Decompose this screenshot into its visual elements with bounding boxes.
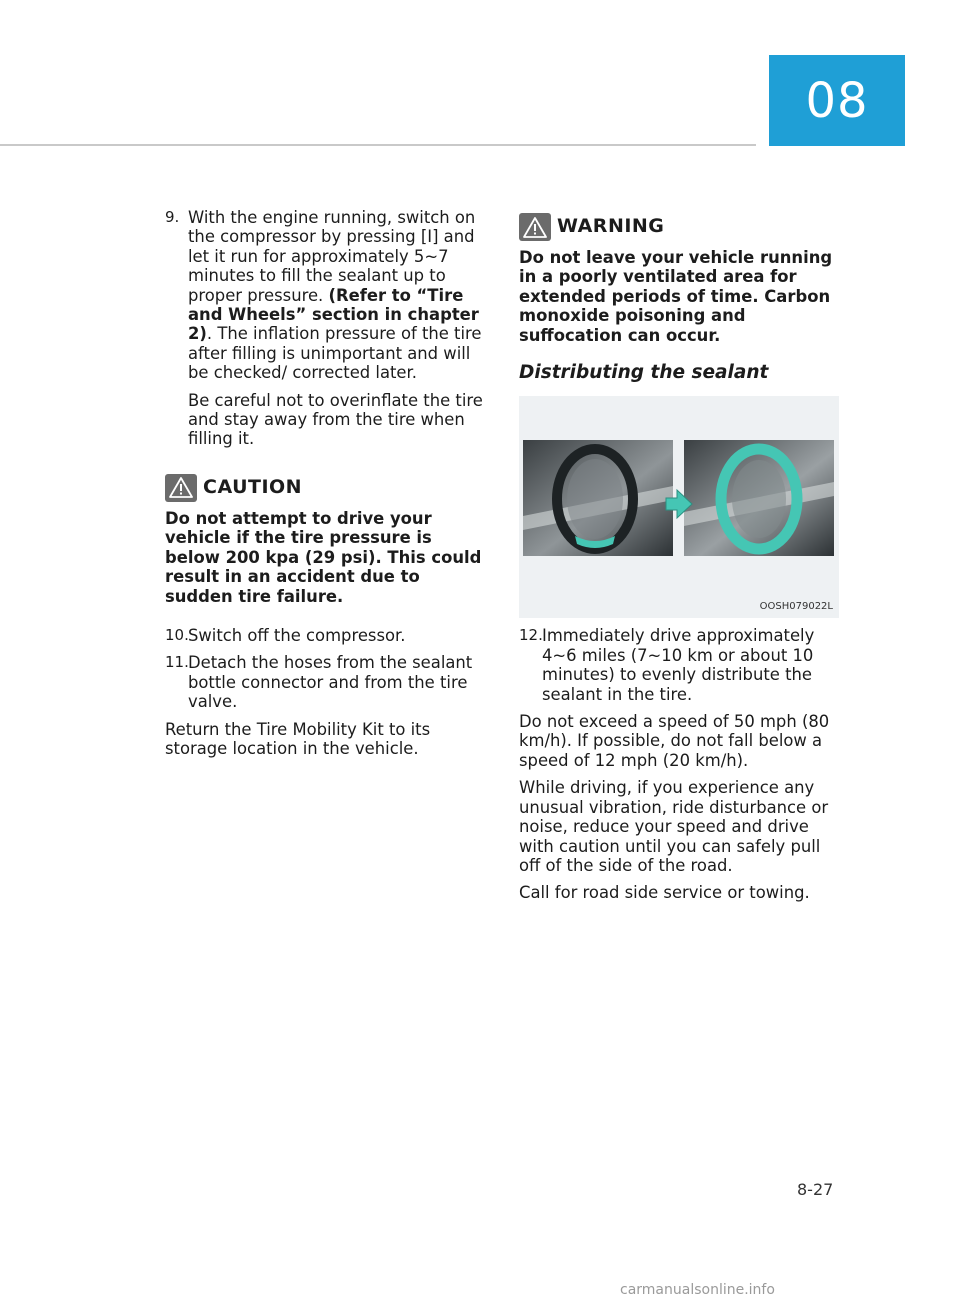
- tire-before: [557, 449, 633, 549]
- step-9: [165, 208, 490, 383]
- warning-triangle-icon: [519, 213, 551, 241]
- step-9-note: Be careful not to overinflate the tire and stay away from the tire when filling it.: [188, 390, 483, 449]
- step-number: 12.: [519, 626, 543, 645]
- speed-paragraph: Do not exceed a speed of 50 mph (80 km/h). If possible, do not fall below a speed of 12 mph (20 km/h).: [519, 712, 830, 770]
- step-number: 10.: [165, 625, 189, 644]
- figure-code: OOSH079022L: [759, 601, 833, 613]
- chapter-number: 08: [805, 72, 869, 129]
- step-text: Immediately drive approximately 4~6 miles (7~10 km or about 10 minutes) to evenly distribute the sealant in the tire.: [542, 626, 815, 704]
- step-text: Detach the hoses from the sealant bottle connector and from the tire valve.: [188, 653, 473, 712]
- vibration-paragraph: While driving, if you experience any unusual vibration, ride disturbance or noise, reduce your speed and drive with caution until you can safely pull off of the side of the road.: [519, 778, 829, 875]
- watermark: carmanualsonline.info: [620, 1282, 775, 1298]
- warning-title: WARNING: [557, 215, 665, 238]
- tire-illustration: [519, 396, 839, 618]
- chapter-reference: (Refer to “Tire and Wheels” section in chapter 2): [188, 285, 479, 344]
- caution-body: Do not attempt to drive your vehicle if the tire pressure is below 200 kpa (29 psi). This could result in an accident due to sudden tire failure.: [165, 508, 482, 606]
- sealant-distribution-figure: [519, 396, 839, 618]
- page-number: 8-27: [797, 1180, 834, 1199]
- step-number: 11.: [165, 653, 189, 672]
- section-title: Distributing the sealant: [519, 362, 769, 384]
- left-column: [165, 208, 490, 766]
- step-number: 9.: [165, 208, 180, 226]
- step-11: [165, 653, 490, 711]
- service-paragraph: Call for road side service or towing.: [519, 883, 810, 903]
- chapter-tab: [769, 55, 905, 146]
- step-text: Switch off the compressor.: [188, 625, 406, 645]
- warning-body: Do not leave your vehicle running in a poorly ventilated area for extended periods of time. Carbon monoxide poisoning and suffocation can occur.: [519, 248, 833, 345]
- step-10: [165, 626, 490, 645]
- caution-header: [165, 473, 490, 503]
- caution-title: CAUTION: [203, 476, 303, 499]
- warning-header: [519, 212, 841, 242]
- tire-after: [721, 449, 797, 549]
- closing-paragraph: Return the Tire Mobility Kit to its storage location in the vehicle.: [165, 719, 431, 758]
- right-column: [519, 212, 841, 911]
- step-12: [519, 626, 841, 704]
- header-rule: [0, 144, 756, 146]
- step-text: With the engine running, switch on the compressor by pressing [I] and let it run for approximately 5~7 minutes to fill the sealant up to proper pressure. (Refer to “Tire and Wheels” section in chapter 2). The inflation pressure of the tire after filling is unimportant and will be checked/ corrected later.: [188, 208, 482, 383]
- warning-triangle-icon: [165, 474, 197, 502]
